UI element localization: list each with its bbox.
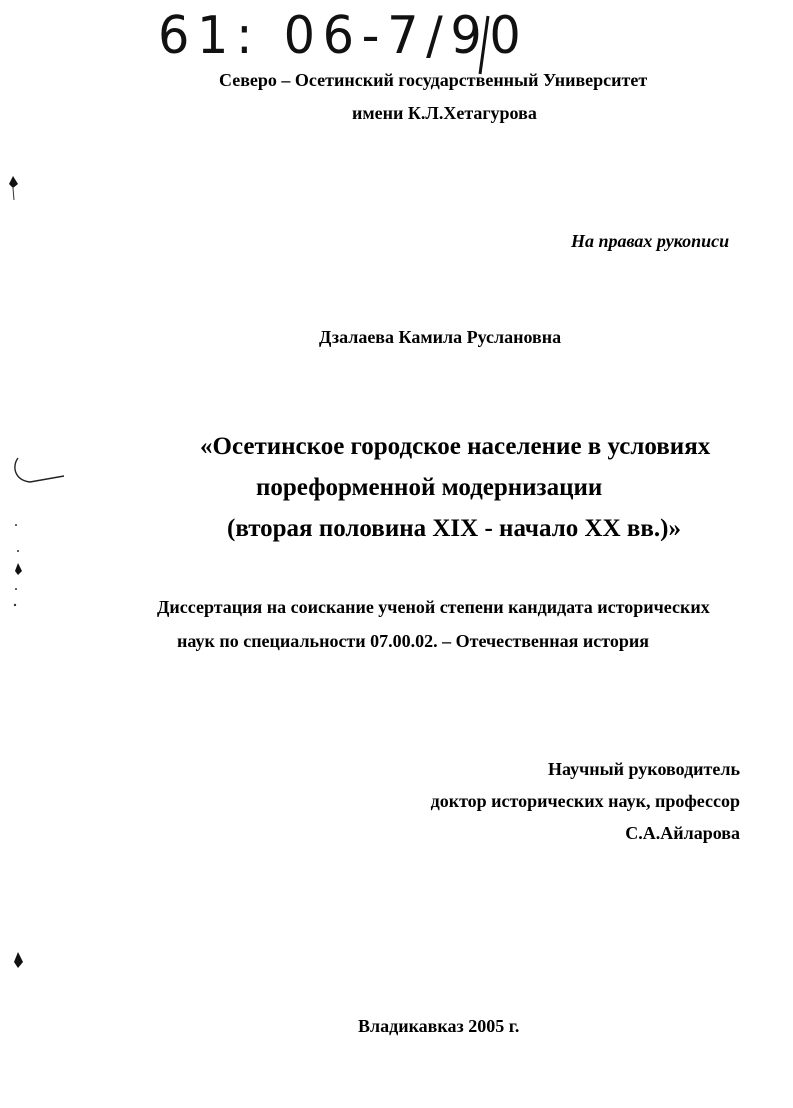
university-named-after: имени К.Л.Хетагурова [352, 103, 537, 123]
author-name: Дзалаева Камила Руслановна [319, 327, 562, 347]
degree-statement-line2: наук по специальности 07.00.02. – Отечественная история [177, 631, 649, 651]
dissertation-title-line3: (вторая половина XIX - начало XX вв.)» [227, 515, 681, 542]
supervisor-label: Научный руководитель [548, 759, 740, 779]
scan-speck-bottom [10, 948, 30, 978]
degree-statement-line1: Диссертация на соискание ученой степени кандидата исторических [157, 597, 710, 617]
scan-speck [4, 174, 22, 204]
supervisor-degree: доктор исторических наук, профессор [430, 791, 740, 811]
place-and-year: Владикавказ 2005 г. [358, 1016, 520, 1036]
supervisor-name: С.А.Айларова [625, 823, 740, 843]
manuscript-rights-note: На правах рукописи [571, 231, 730, 251]
handwritten-archive-code: 61: 06-7/90 [158, 6, 529, 66]
scan-specks-left [6, 515, 26, 615]
university-name: Северо – Осетинский государственный Университет [219, 70, 648, 90]
dissertation-title-line1: «Осетинское городское население в условиях [200, 433, 711, 460]
scan-curl-mark [8, 430, 78, 490]
dissertation-title-line2: пореформенной модернизации [256, 474, 603, 501]
